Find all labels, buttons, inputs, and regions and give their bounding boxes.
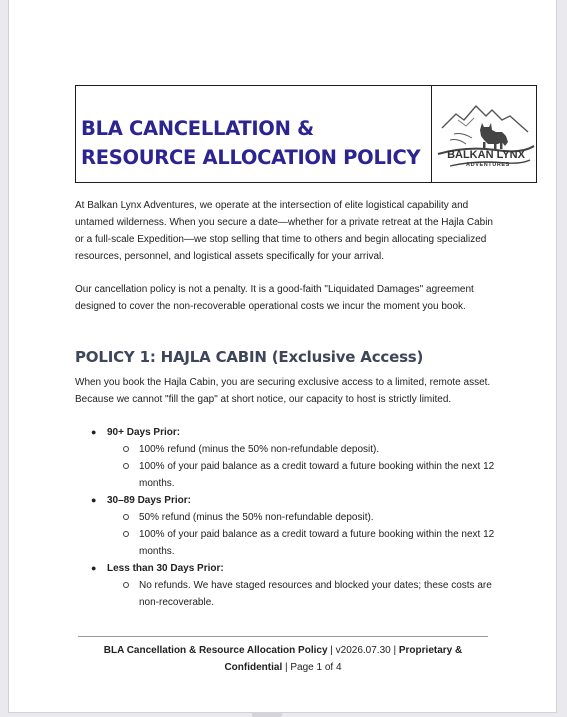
bullet-icon: ● — [91, 563, 97, 573]
footer-separator: | — [282, 662, 291, 673]
page-footer — [78, 642, 488, 676]
tier-sublist — [107, 509, 495, 560]
policy-1-heading: POLICY 1: HAJLA CABIN (Exclusive Access) — [75, 348, 424, 366]
header-box — [75, 85, 537, 183]
document-page — [8, 0, 557, 713]
tier-subitem — [107, 458, 495, 492]
footer-doc-title: BLA Cancellation & Resource Allocation Policy — [103, 645, 328, 656]
logo-cell — [432, 86, 536, 182]
logo-text-sub: ADVENTURES — [466, 162, 510, 168]
tier-label: 30–89 Days Prior: — [107, 495, 191, 506]
circle-bullet-icon — [123, 463, 129, 469]
bullet-icon: ● — [91, 427, 97, 437]
bullet-icon: ● — [91, 495, 97, 505]
balkan-lynx-logo — [436, 96, 536, 174]
scrollbar-thumb[interactable] — [252, 712, 282, 717]
tier-subitem — [107, 509, 495, 526]
document-title-line-1: BLA CANCELLATION & — [81, 117, 314, 140]
tier-item — [75, 424, 495, 492]
circle-bullet-icon — [123, 582, 129, 588]
tier-label: 90+ Days Prior: — [107, 427, 181, 438]
refund-tier-list — [75, 424, 495, 611]
tier-subitem-text: 100% refund (minus the 50% non-refundable deposit). — [139, 444, 380, 455]
tier-subitem-text: No refunds. We have staged resources and blocked your dates; these costs are non-recoverable. — [139, 580, 492, 608]
circle-bullet-icon — [123, 514, 129, 520]
circle-bullet-icon — [123, 531, 129, 537]
footer-classification: Proprietary & Confidential — [224, 645, 463, 673]
tier-subitem-text: 100% of your paid balance as a credit toward a future booking within the next 12 months. — [139, 461, 495, 489]
footer-page-number: Page 1 of 4 — [290, 662, 342, 673]
tier-item — [75, 560, 495, 611]
document-title-line-2: RESOURCE ALLOCATION POLICY — [81, 146, 421, 169]
tier-label: Less than 30 Days Prior: — [107, 563, 224, 574]
footer-separator: | — [327, 645, 336, 656]
logo-text-main: BALKAN LYNX — [447, 149, 525, 161]
tier-subitem-text: 100% of your paid balance as a credit toward a future booking within the next 12 months. — [139, 529, 495, 557]
intro-paragraph-2: Our cancellation policy is not a penalty. It is a good-faith "Liquidated Damages" agreement designed to cover the non-recoverable operational costs we incur the moment you book. — [75, 284, 474, 312]
tier-subitem — [107, 441, 495, 458]
policy-1-description: When you book the Hajla Cabin, you are securing exclusive access to a limited, remote asset. Because we cannot "fill the gap" at short notice, our capacity to host is strictly limited. — [75, 377, 491, 405]
intro-paragraph-1: At Balkan Lynx Adventures, we operate at the intersection of elite logistical capability and untamed wilderness. When you secure a date—whether for a private retreat at the Hajla Cabin or a full-scale Expedition—we stop selling that time to others and begin allocating specialized resources, personnel, and logistical assets specifically for your arrival. — [75, 200, 493, 262]
tier-subitem — [107, 526, 495, 560]
circle-bullet-icon — [123, 446, 129, 452]
footer-divider — [78, 636, 488, 637]
title-cell — [76, 86, 432, 182]
tier-item — [75, 492, 495, 560]
tier-sublist — [107, 441, 495, 492]
footer-separator: | — [390, 645, 399, 656]
tier-subitem-text: 50% refund (minus the 50% non-refundable deposit). — [139, 512, 374, 523]
footer-version: v2026.07.30 — [335, 645, 391, 656]
tier-sublist — [107, 577, 495, 611]
tier-subitem — [107, 577, 495, 611]
